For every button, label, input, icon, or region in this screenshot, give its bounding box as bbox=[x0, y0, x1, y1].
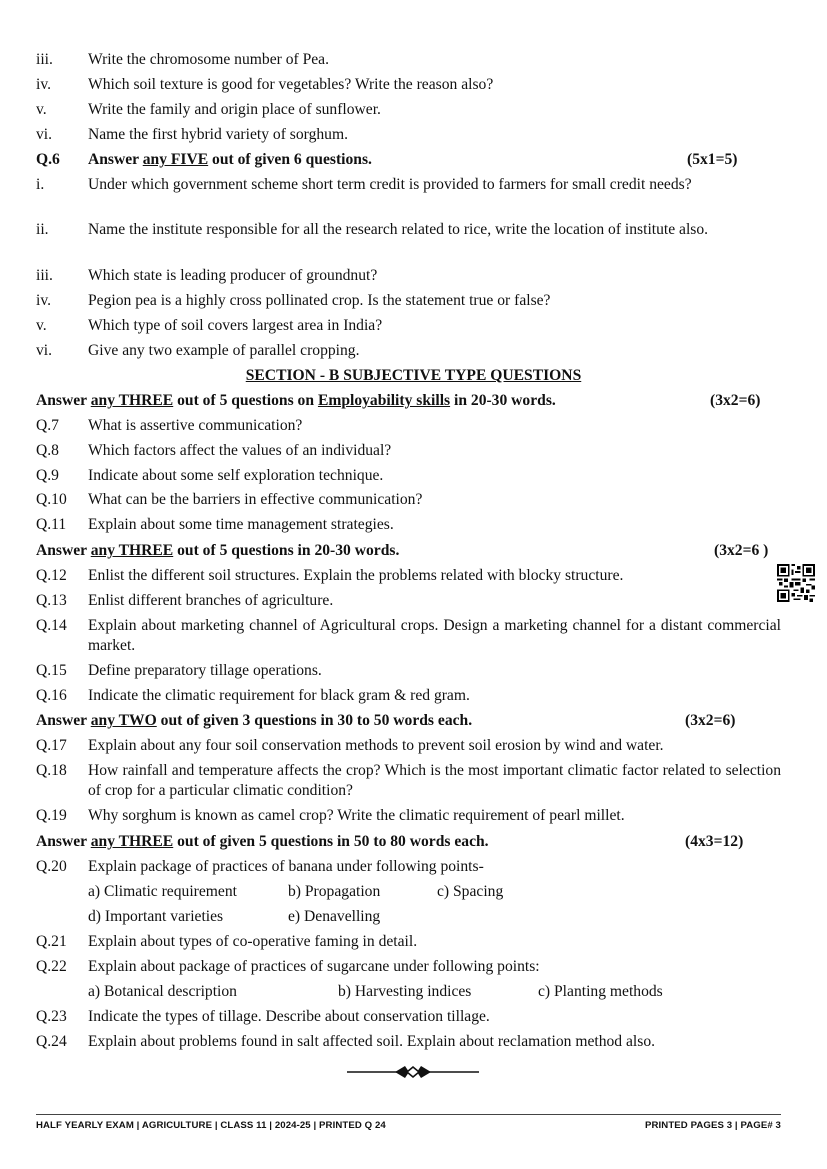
group-heading: Answer any THREE out of 5 questions in 20-30 words. (3x2=6 ) bbox=[36, 542, 769, 559]
qr-code-icon bbox=[777, 564, 815, 602]
footer-divider bbox=[36, 1114, 781, 1115]
list-item: vi. Name the first hybrid variety of sorghum. bbox=[36, 126, 348, 143]
list-item: iv. Pegion pea is a highly cross pollinated crop. Is the statement true or false? bbox=[36, 292, 551, 309]
list-item: Q.15 Define preparatory tillage operations. bbox=[36, 662, 322, 679]
group-heading: Answer any THREE out of 5 questions on Employability skills in 20-30 words. (3x2=6) bbox=[36, 392, 761, 409]
footer-page-info: PRINTED PAGES 3 | PAGE# 3 bbox=[645, 1120, 781, 1131]
list-item: iii. Which state is leading producer of groundnut? bbox=[36, 267, 378, 284]
list-item: Q.12 Enlist the different soil structures. Explain the problems related with blocky structure. bbox=[36, 567, 624, 584]
list-item: Q.24 Explain about problems found in salt affected soil. Explain about reclamation method also. bbox=[36, 1033, 656, 1050]
list-item: Q.7 What is assertive communication? bbox=[36, 417, 303, 434]
list-item: iii. Write the chromosome number of Pea. bbox=[36, 51, 330, 68]
sub-point: b) Harvesting indices bbox=[338, 983, 472, 1000]
group-heading: Answer any THREE out of given 5 questions in 50 to 80 words each. (4x3=12) bbox=[36, 833, 744, 850]
ornament-divider-icon bbox=[347, 1064, 479, 1080]
list-item: Q.10 What can be the barriers in effective communication? bbox=[36, 491, 423, 508]
marks-label: (5x1=5) bbox=[687, 151, 738, 168]
group-heading: Answer any TWO out of given 3 questions in 30 to 50 words each. (3x2=6) bbox=[36, 712, 736, 729]
list-item: Q.16 Indicate the climatic requirement for black gram & red gram. bbox=[36, 687, 470, 704]
marks-label: (4x3=12) bbox=[685, 833, 744, 850]
marks-label: (3x2=6 ) bbox=[714, 542, 769, 559]
list-item: Q.8 Which factors affect the values of an individual? bbox=[36, 442, 392, 459]
sub-point: c) Spacing bbox=[437, 883, 504, 900]
sub-point: a) Botanical description bbox=[88, 983, 237, 1000]
list-item: Q.21 Explain about types of co-operative faming in detail. bbox=[36, 933, 418, 950]
list-item: i. Under which government scheme short term credit is provided to farmers for small credit needs? bbox=[36, 176, 692, 193]
list-item: ii. Name the institute responsible for all the research related to rice, write the location of institute also. bbox=[36, 221, 709, 238]
sub-point: e) Denavelling bbox=[288, 908, 381, 925]
section-title: SECTION - B SUBJECTIVE TYPE QUESTIONS bbox=[245, 367, 582, 384]
sub-point: a) Climatic requirement bbox=[88, 883, 237, 900]
list-item: Q.17 Explain about any four soil conservation methods to prevent soil erosion by wind and water. bbox=[36, 737, 664, 754]
question-heading: Q.6 Answer any FIVE out of given 6 questions. (5x1=5) bbox=[36, 151, 738, 168]
list-item: Q.18 How rainfall and temperature affects the crop? Which is the most important climatic factor related to selection of crop for a particular climatic condition? bbox=[36, 762, 781, 799]
list-item: Q.14 Explain about marketing channel of Agricultural crops. Design a marketing channel for a distant commercial market. bbox=[36, 617, 781, 654]
footer-exam-info: HALF YEARLY EXAM | AGRICULTURE | CLASS 11 | 2024-25 | PRINTED Q 24 bbox=[36, 1120, 386, 1131]
list-item: Q.20 Explain package of practices of banana under following points- bbox=[36, 858, 484, 875]
list-item: Q.19 Why sorghum is known as camel crop? Write the climatic requirement of pearl millet. bbox=[36, 807, 625, 824]
list-item: Q.23 Indicate the types of tillage. Describe about conservation tillage. bbox=[36, 1008, 490, 1025]
sub-point: b) Propagation bbox=[288, 883, 381, 900]
list-item: Q.13 Enlist different branches of agriculture. bbox=[36, 592, 334, 609]
list-item: iv. Which soil texture is good for vegetables? Write the reason also? bbox=[36, 76, 494, 93]
list-item: v. Write the family and origin place of sunflower. bbox=[36, 101, 381, 118]
marks-label: (3x2=6) bbox=[710, 392, 761, 409]
list-item: Q.22 Explain about package of practices of sugarcane under following points: bbox=[36, 958, 540, 975]
list-item: v. Which type of soil covers largest area in India? bbox=[36, 317, 383, 334]
marks-label: (3x2=6) bbox=[685, 712, 736, 729]
sub-point: c) Planting methods bbox=[538, 983, 663, 1000]
list-item: Q.11 Explain about some time management strategies. bbox=[36, 516, 394, 533]
sub-point: d) Important varieties bbox=[88, 908, 224, 925]
list-item: vi. Give any two example of parallel cropping. bbox=[36, 342, 360, 359]
list-item: Q.9 Indicate about some self exploration technique. bbox=[36, 467, 384, 484]
